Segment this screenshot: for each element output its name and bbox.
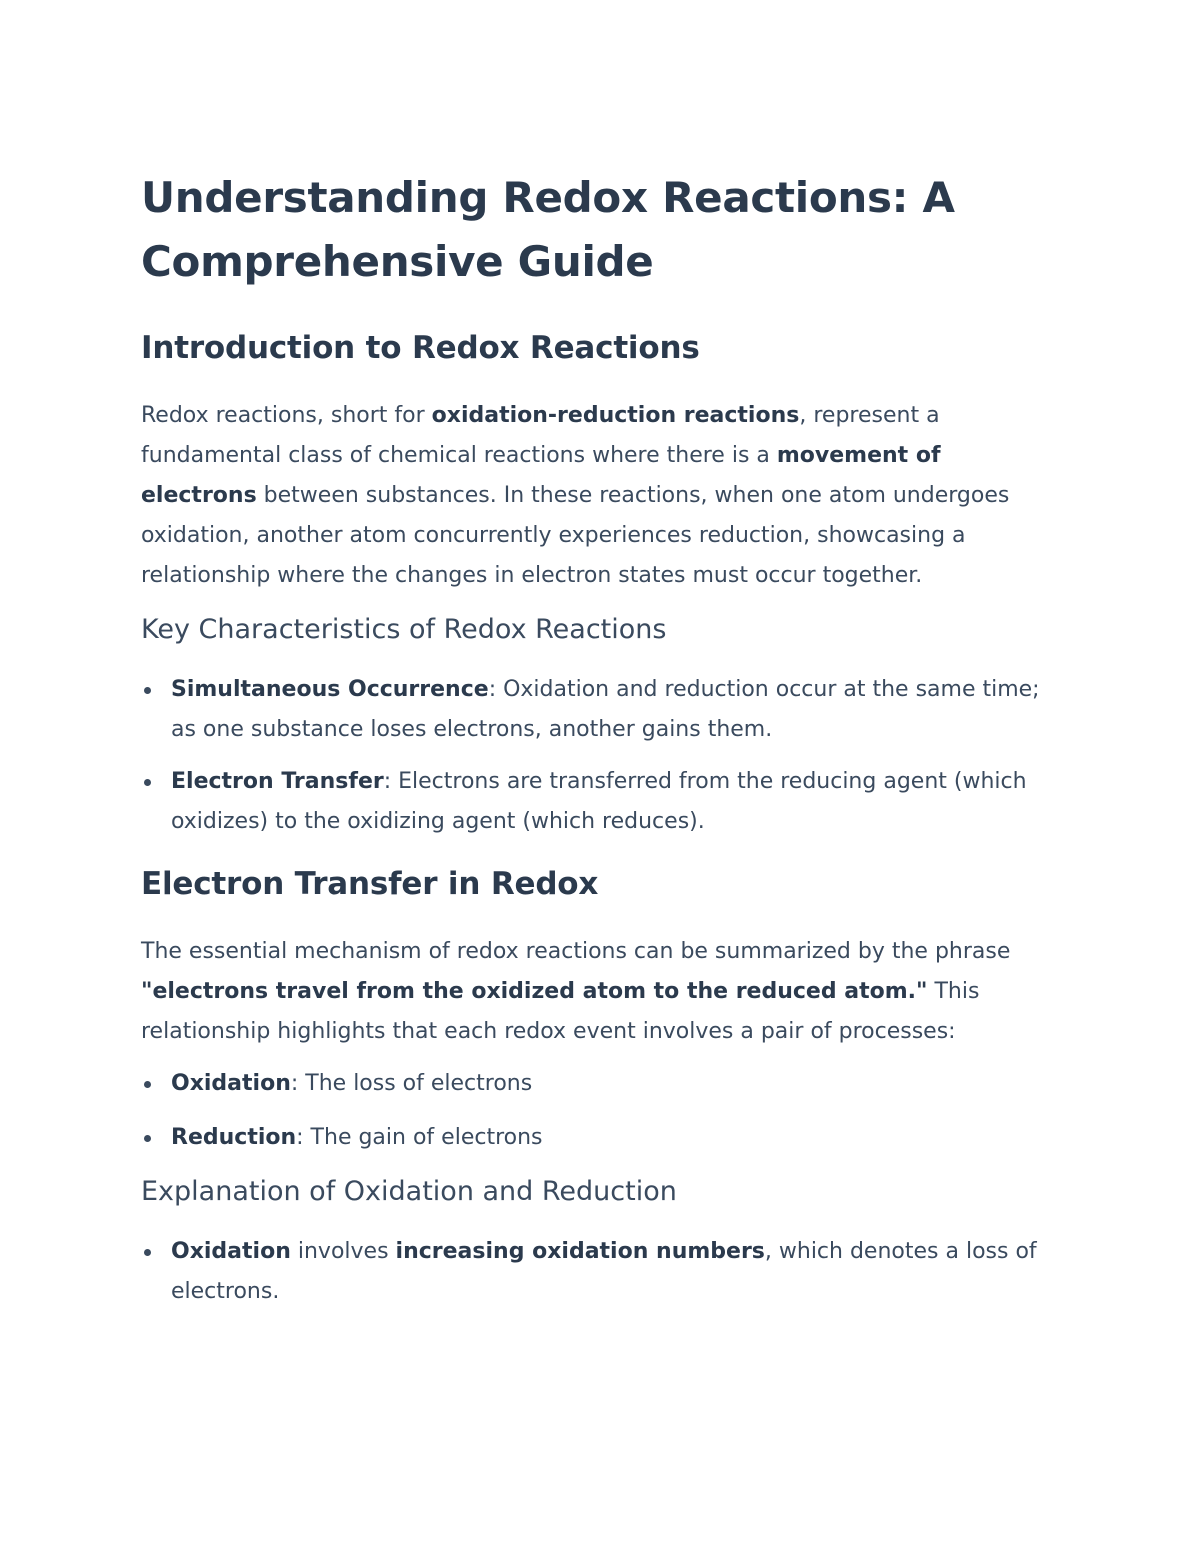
bullet-icon <box>144 779 151 786</box>
bullet-icon <box>144 687 151 694</box>
list-item-term-2: increasing oxidation numbers <box>395 1239 765 1264</box>
intro-text-3: between substances. In these reactions, when one atom undergoes oxidation, another atom concurrently experiences reduction, showcasing a relationship where the changes in electron states must occur together. <box>141 483 1010 588</box>
intro-text-2: , represent a fundamental class of chemical reactions where there is a <box>141 403 940 468</box>
intro-bold-1: oxidation-reduction reactions <box>431 403 800 428</box>
list-item-term: Oxidation <box>171 1239 291 1264</box>
bullet-icon <box>144 1135 151 1142</box>
list-item <box>141 762 1060 842</box>
document-title: Understanding Redox Reactions: A Comprehensive Guide <box>141 173 955 286</box>
electron-text-1: The essential mechanism of redox reactions can be summarized by the phrase <box>141 939 1011 964</box>
bullet-icon <box>144 1081 151 1088</box>
list-item-text: : The loss of electrons <box>290 1071 533 1096</box>
list-item-text: : Electrons are transferred from the reducing agent (which oxidizes) to the oxidizing agent (which reduces). <box>171 769 1027 834</box>
list-item-term: Simultaneous Occurrence <box>171 677 489 702</box>
subheading-explanation: Explanation of Oxidation and Reduction <box>141 1176 677 1207</box>
list-item <box>141 670 1060 750</box>
list-item-term: Electron Transfer <box>171 769 384 794</box>
key-characteristics-list <box>141 670 1060 842</box>
list-item-text: : Oxidation and reduction occur at the same time; as one substance loses electrons, another gains them. <box>171 677 1040 742</box>
intro-bold-2: movement of electrons <box>141 443 941 508</box>
intro-paragraph <box>141 396 1060 596</box>
list-item <box>141 1064 1060 1104</box>
processes-list <box>141 1064 1060 1158</box>
list-item-term: Reduction <box>171 1125 297 1150</box>
list-item-term: Oxidation <box>171 1071 291 1096</box>
electron-bold-quote: "electrons travel from the oxidized atom to the reduced atom." <box>141 979 928 1004</box>
list-item <box>141 1232 1060 1312</box>
intro-text-1: Redox reactions, short for <box>141 403 432 428</box>
explanation-list <box>141 1232 1060 1312</box>
electron-text-2: This relationship highlights that each redox event involves a pair of processes: <box>141 979 980 1044</box>
list-item-text: , which denotes a loss of electrons. <box>171 1239 1037 1304</box>
section-heading-electron-transfer: Electron Transfer in Redox <box>141 866 599 902</box>
electron-transfer-paragraph <box>141 932 1060 1052</box>
subheading-key-characteristics: Key Characteristics of Redox Reactions <box>141 614 667 645</box>
bullet-icon <box>144 1249 151 1256</box>
list-item-text: : The gain of electrons <box>296 1125 543 1150</box>
list-item <box>141 1118 1060 1158</box>
list-item-mid: involves <box>290 1239 396 1264</box>
section-heading-introduction: Introduction to Redox Reactions <box>141 330 700 366</box>
